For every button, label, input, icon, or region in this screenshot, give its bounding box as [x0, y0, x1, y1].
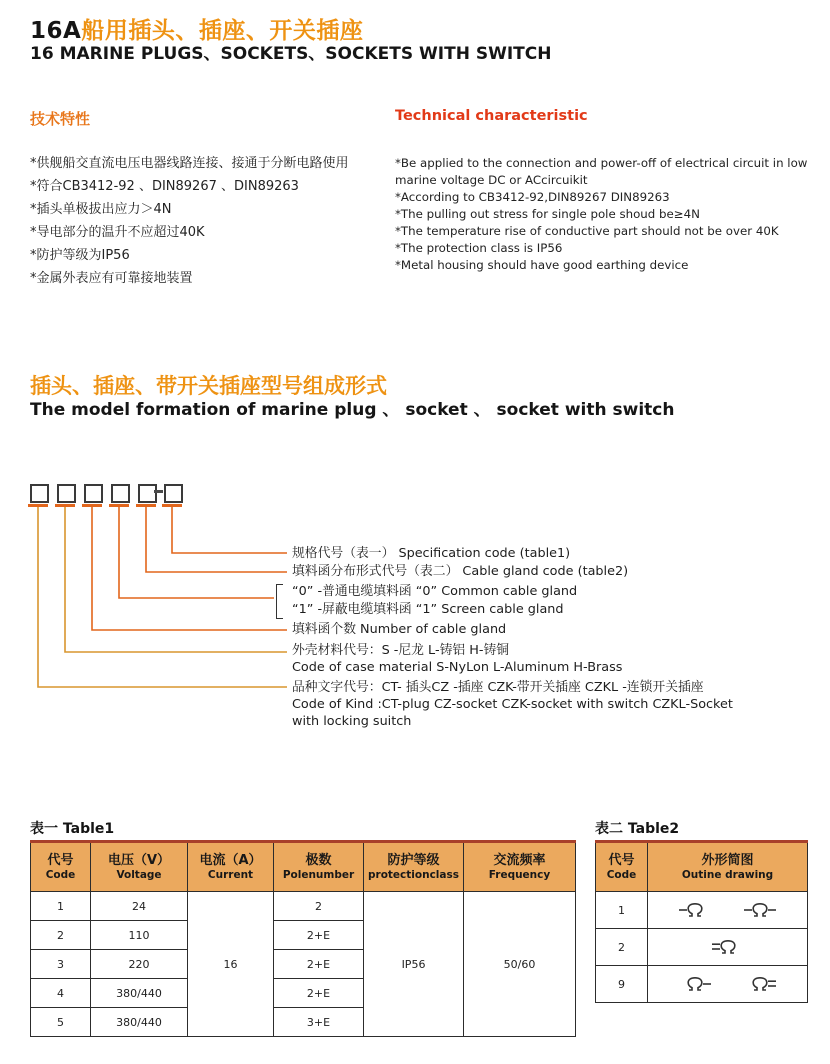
cell-code: 5	[31, 1008, 91, 1037]
cell-code: 3	[31, 950, 91, 979]
tech-item-en: *The temperature rise of conductive part should not be over 40K	[395, 224, 779, 238]
table-row	[31, 892, 576, 921]
page-subtitle: 16 MARINE PLUGS、SOCKETS、SOCKETS WITH SWITCH	[30, 44, 552, 64]
cell-protection-merged: IP56	[364, 892, 464, 1037]
table1-header-current: 电流（A） Current	[188, 842, 274, 892]
diagram-label-kind-en2: with locking suitch	[292, 714, 412, 729]
table1-header-code: 代号 Code	[31, 842, 91, 892]
cell-outline-drawing	[648, 966, 808, 1003]
table-row	[596, 966, 808, 1003]
table-row	[596, 892, 808, 929]
cell-frequency-merged: 50/60	[464, 892, 576, 1037]
cell-code: 2	[31, 921, 91, 950]
tech-item-en: *The pulling out stress for single pole shoud be≥4N	[395, 207, 700, 221]
diagram-label-material-en: Code of case material S-NyLon L-Aluminum H-Brass	[292, 660, 623, 675]
diagram-label-gland-code: 填料函分布形式代号（表二） Cable gland code (table2)	[292, 564, 629, 579]
gland-outline-icon-dash-both	[743, 901, 777, 919]
drawing-symbols	[648, 938, 807, 956]
diagram-label-gland-0: “0” -普通电缆填料函 “0” Common cable gland	[292, 584, 578, 599]
tech-item-zh: *插头单极拔出应力＞4N	[30, 202, 172, 217]
cell-voltage: 24	[91, 892, 188, 921]
tech-list-zh	[30, 152, 385, 290]
diagram-label-kind-zh: 品种文字代号：CT- 插头CZ -插座 CZK-带开关插座 CZKL -连锁开关插座	[292, 680, 704, 695]
tech-item-zh: *符合CB3412-92 、DIN89267 、DIN89263	[30, 179, 299, 194]
tech-list-en	[395, 155, 815, 274]
table1-header-voltage: 电压（V） Voltage	[91, 842, 188, 892]
diagram-label-kind-en: Code of Kind :CT-plug CZ-socket CZK-socket with switch CZKL-Socket	[292, 697, 733, 712]
gland-outline-icon-dash-right	[678, 975, 712, 993]
cell-polenumber: 2+E	[274, 921, 364, 950]
title-chinese: 船用插头、插座、开关插座	[81, 18, 364, 44]
cell-code: 1	[31, 892, 91, 921]
diagram-label-spec: 规格代号（表一） Specification code (table1)	[292, 546, 571, 561]
cell-outline-drawing	[648, 892, 808, 929]
gland-outline-icon-double-dash-left	[711, 938, 745, 956]
gland-outline-icon-dash-left	[678, 901, 712, 919]
cell-polenumber: 3+E	[274, 1008, 364, 1037]
table1-header-frequency: 交流频率 Frequency	[464, 842, 576, 892]
cell-code: 9	[596, 966, 648, 1003]
option-bracket	[276, 584, 283, 619]
table1-body	[31, 892, 576, 1037]
drawing-symbols	[648, 901, 807, 919]
cell-voltage: 380/440	[91, 1008, 188, 1037]
diagram-label-gland-count: 填料函个数 Number of cable gland	[292, 622, 507, 637]
tech-item-zh: *导电部分的温升不应超过40K	[30, 225, 205, 240]
table2-header-drawing: 外形简图 Outine drawing	[648, 842, 808, 892]
table2-caption: 表二 Table2	[595, 821, 680, 837]
model-heading-en: The model formation of marine plug 、 socket 、 socket with switch	[30, 400, 675, 420]
table2-header-code: 代号 Code	[596, 842, 648, 892]
cell-current-merged: 16	[188, 892, 274, 1037]
cell-polenumber: 2	[274, 892, 364, 921]
tech-heading-en: Technical characteristic	[395, 108, 588, 124]
tech-item-en: *Be applied to the connection and power-off of electrical circuit in low marine voltage DC or ACcircuikit	[395, 156, 808, 187]
cell-code: 2	[596, 929, 648, 966]
table2-outline-drawings	[595, 840, 808, 1003]
title-amperage: 16A	[30, 18, 82, 44]
table1-header-polenumber: 极数 Polenumber	[274, 842, 364, 892]
tech-item-zh: *供舰船交直流电压电器线路连接、接通于分断电路使用	[30, 156, 349, 171]
model-heading-zh: 插头、插座、带开关插座型号组成形式	[30, 374, 387, 398]
tech-item-en: *The protection class is IP56	[395, 241, 563, 255]
table1-specifications	[30, 840, 576, 1037]
tech-heading-zh: 技术特性	[30, 110, 91, 128]
cell-polenumber: 2+E	[274, 979, 364, 1008]
cell-voltage: 110	[91, 921, 188, 950]
diagram-label-material-zh: 外壳材料代号：S -尼龙 L-铸铝 H-铸铜	[292, 643, 510, 658]
tech-item-en: *According to CB3412-92,DIN89267 DIN89263	[395, 190, 670, 204]
tech-item-en: *Metal housing should have good earthing device	[395, 258, 689, 272]
diagram-label-gland-1: “1” -屏蔽电缆填料函 “1” Screen cable gland	[292, 602, 564, 617]
table2-body	[596, 892, 808, 1003]
cell-code: 4	[31, 979, 91, 1008]
cell-outline-drawing	[648, 929, 808, 966]
cell-voltage: 220	[91, 950, 188, 979]
table1-header-protection: 防护等级 protectionclass	[364, 842, 464, 892]
drawing-symbols	[648, 975, 807, 993]
cell-code: 1	[596, 892, 648, 929]
cell-polenumber: 2+E	[274, 950, 364, 979]
gland-outline-icon-double-dash-right	[743, 975, 777, 993]
tech-item-zh: *金属外表应有可靠接地装置	[30, 271, 193, 286]
table1-caption: 表一 Table1	[30, 821, 115, 837]
cell-voltage: 380/440	[91, 979, 188, 1008]
tech-item-zh: *防护等级为IP56	[30, 248, 130, 263]
table-row	[596, 929, 808, 966]
